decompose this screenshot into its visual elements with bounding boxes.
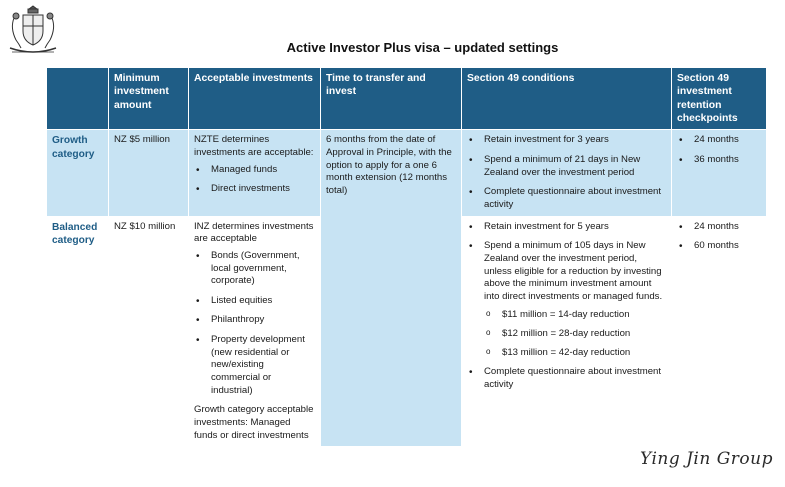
list-item: • Listed equities — [194, 295, 315, 308]
category-growth: Growth category — [47, 130, 109, 216]
time-to-invest: 6 months from the date of Approval in Principle, with the option to apply for a one 6 month extension (12 months total) — [321, 130, 462, 447]
investments-balanced — [189, 216, 321, 447]
list-item: • Managed funds — [194, 164, 315, 177]
list-item: • Bonds (Government, local government, corporate) — [194, 250, 315, 288]
list-item: • 36 months — [677, 154, 761, 167]
watermark: Ying Jin Group — [640, 449, 773, 469]
document-title: Active Investor Plus visa – updated settings — [286, 40, 559, 55]
list-item: • 60 months — [677, 240, 761, 253]
table-header-row — [47, 68, 767, 130]
list-item: • Retain investment for 5 years — [467, 221, 666, 234]
minimum-growth: NZ $5 million — [109, 130, 189, 216]
checkpoints-growth — [672, 130, 767, 216]
list-item: • Complete questionnaire about investment activity — [467, 366, 666, 391]
header-minimum-investment: Minimum investment amount — [109, 68, 189, 130]
minimum-balanced: NZ $10 million — [109, 216, 189, 447]
checkpoints-balanced — [672, 216, 767, 447]
list-item: • 24 months — [677, 134, 761, 147]
list-item: • Complete questionnaire about investment activity — [467, 186, 666, 211]
list-item: • Property development (new residential or new/existing commercial or industrial) — [194, 334, 315, 397]
header-time-to-invest: Time to transfer and invest — [321, 68, 462, 130]
investments-note: Growth category acceptable investments: Managed funds or direct investments — [194, 404, 314, 441]
table-row-growth — [47, 130, 767, 216]
header-retention-checkpoints: Section 49 investment retention checkpoints — [672, 68, 767, 130]
conditions-balanced — [462, 216, 672, 447]
list-item: o $12 million = 28-day reduction — [484, 328, 666, 341]
list-item: o $11 million = 14-day reduction — [484, 309, 666, 322]
condition-text: Spend a minimum of 105 days in New Zealand over the investment period, unless eligible for a reduction by investing above the minimum investment amount into direct investments or managed funds. — [484, 240, 663, 302]
list-item — [467, 240, 666, 359]
investments-intro: NZTE determines investments are acceptable: — [194, 134, 314, 158]
header-category — [47, 68, 109, 130]
header-acceptable-investments: Acceptable investments — [189, 68, 321, 130]
list-item: • Retain investment for 3 years — [467, 134, 666, 147]
list-item: • Spend a minimum of 21 days in New Zealand over the investment period — [467, 154, 666, 179]
header-section-49-conditions: Section 49 conditions — [462, 68, 672, 130]
conditions-growth — [462, 130, 672, 216]
investments-growth — [189, 130, 321, 216]
list-item: • Direct investments — [194, 183, 315, 196]
category-balanced: Balanced category — [47, 216, 109, 447]
investments-intro: INZ determines investments are acceptable — [194, 220, 314, 245]
visa-settings-table — [46, 68, 767, 447]
list-item: • 24 months — [677, 221, 761, 234]
list-item: o $13 million = 42-day reduction — [484, 347, 666, 360]
list-item: • Philanthropy — [194, 314, 315, 327]
